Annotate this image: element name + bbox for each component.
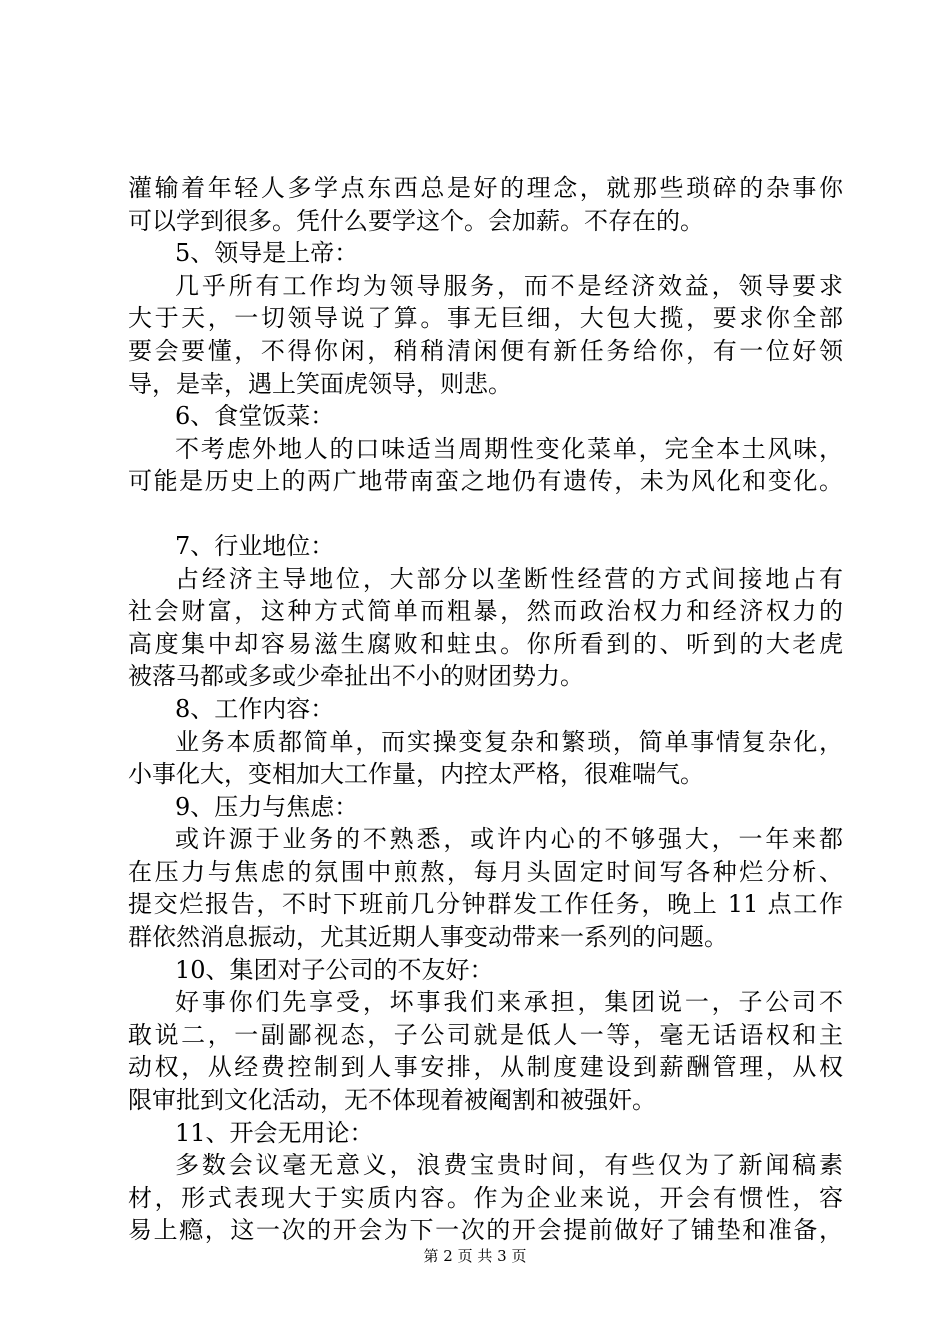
text-line: 大于天，一切领导说了算。事无巨细，大包大揽，要求你全部 — [128, 304, 843, 333]
text-line: 小事化大，变相加大工作量，内控太严格，很难喘气。 — [128, 760, 704, 789]
text-line: 要会要懂，不得你闲，稍稍清闲便有新任务给你，有一位好领 — [128, 336, 843, 365]
section-heading: 8、工作内容： — [175, 694, 335, 723]
text-line: 群依然消息振动，尤其近期人事变动带来一系列的问题。 — [128, 923, 728, 952]
text-line: 易上瘾，这一次的开会为下一次的开会提前做好了铺垫和准备， — [128, 1216, 843, 1245]
text-line: 高度集中却容易滋生腐败和蛀虫。你所看到的、听到的大老虎 — [128, 629, 843, 658]
text-line: 提交烂报告，不时下班前几分钟群发工作任务，晚上 11 点工作 — [128, 890, 843, 919]
text-line: 被落马都或多或少牵扯出不小的财团势力。 — [128, 662, 584, 691]
text-line: 多数会议毫无意义，浪费宝贵时间，有些仅为了新闻稿素 — [175, 1151, 843, 1180]
section-heading: 10、集团对子公司的不友好： — [175, 955, 494, 984]
text-line: 业务本质都简单，而实操变复杂和繁琐，简单事情复杂化， — [175, 727, 843, 756]
text-line: 敢说二，一副鄙视态，子公司就是低人一等，毫无话语权和主 — [128, 1020, 843, 1049]
text-line: 导，是幸，遇上笑面虎领导，则悲。 — [128, 369, 512, 398]
text-line: 限审批到文化活动，无不体现着被阉割和被强奸。 — [128, 1086, 656, 1115]
section-heading: 7、行业地位： — [175, 531, 335, 560]
text-line: 动权，从经费控制到人事安排，从制度建设到薪酬管理，从权 — [128, 1053, 843, 1082]
section-heading: 11、开会无用论： — [175, 1118, 374, 1147]
section-heading: 5、领导是上帝： — [175, 239, 359, 268]
document-body — [128, 172, 843, 1247]
paragraph-gap — [128, 498, 843, 530]
text-line: 社会财富，这种方式简单而粗暴，然而政治权力和经济权力的 — [128, 597, 843, 626]
text-line: 不考虑外地人的口味适当周期性变化菜单，完全本土风味， — [175, 434, 843, 463]
page-footer: 第 2 页 共 3 页 — [423, 1247, 527, 1265]
text-line: 好事你们先享受，坏事我们来承担，集团说一，子公司不 — [175, 988, 843, 1017]
text-line: 材，形式表现大于实质内容。作为企业来说，开会有惯性，容 — [128, 1183, 843, 1212]
text-line: 几乎所有工作均为领导服务，而不是经济效益，领导要求 — [175, 271, 843, 300]
text-line: 可以学到很多。凭什么要学这个。会加薪。不存在的。 — [128, 206, 704, 235]
section-heading: 6、食堂饭菜： — [175, 402, 335, 431]
section-heading: 9、压力与焦虑： — [175, 792, 359, 821]
text-line: 在压力与焦虑的氛围中煎熬，每月头固定时间写各种烂分析、 — [128, 857, 843, 886]
text-line: 占经济主导地位，大部分以垄断性经营的方式间接地占有 — [175, 564, 843, 593]
text-line: 或许源于业务的不熟悉，或许内心的不够强大，一年来都 — [175, 825, 843, 854]
text-line: 灌输着年轻人多学点东西总是好的理念，就那些琐碎的杂事你 — [128, 174, 843, 202]
text-line: 可能是历史上的两广地带南蛮之地仍有遗传，未为风化和变化。 — [128, 467, 843, 496]
